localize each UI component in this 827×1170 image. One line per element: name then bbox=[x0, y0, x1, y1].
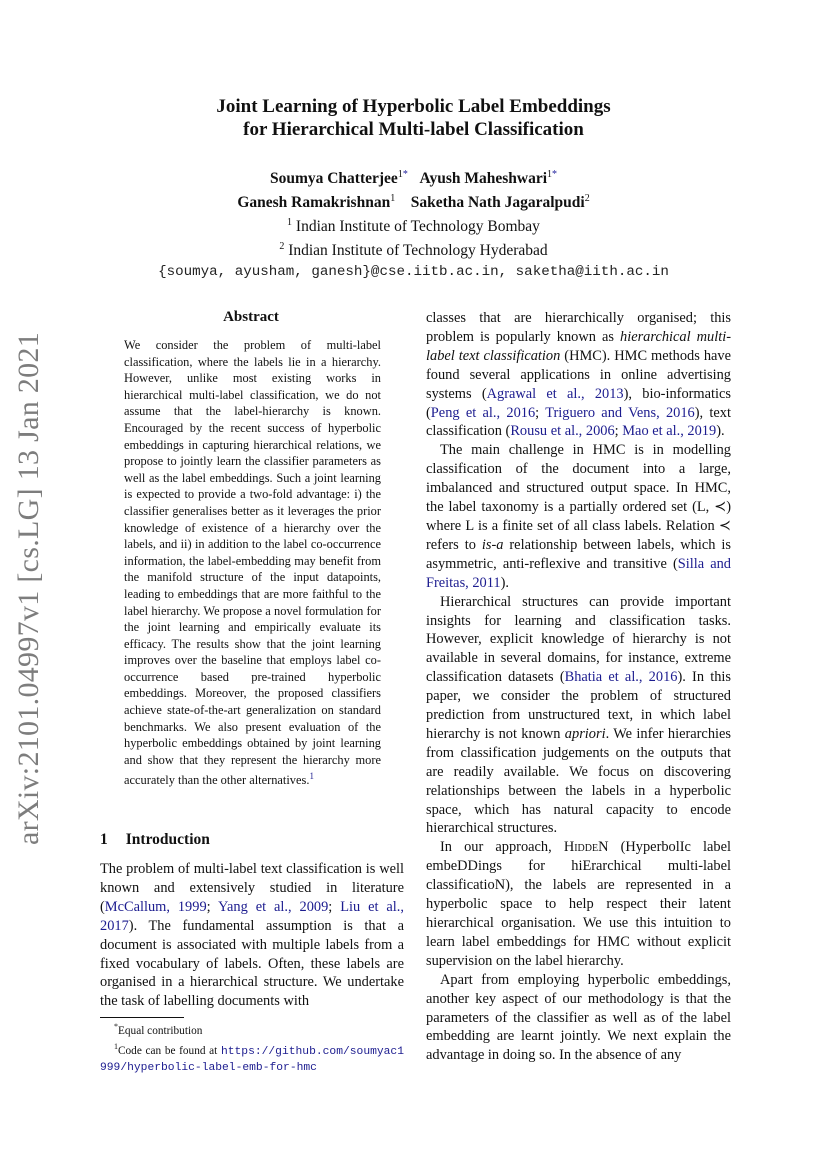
abstract-text: We consider the problem of multi-label classification, where the labels lie in a hierarchy. However, unlike most existing works in hierarchical multi-label classification, we do not assume that the label-hierarchy is known. Encouraged by the recent success of hyperbolic embeddings in capturing hierarchical relations, we propose to jointly learn the classifier parameters as well as the label embeddings. Such a joint learning is expected to provide a two-fold advantage: i) the classifier generalises better as it leverages the prior knowledge of existence of a hierarchy over the labels, and ii) in addition to the label co-occurrence information, the label-embedding may benefit from the manifold structure of the input datapoints, leading to embeddings that are more faithful to the label hierarchy. We propose a novel formulation for the joint learning and empirically evaluate its efficacy. The results show that the joint learning improves over the baseline that employs label co-occurrence based pre-trained hyperbolic embeddings. Moreover, the proposed classifiers achieve state-of-the-art generalization on standard benchmarks. We also present evaluation of the hyperbolic embeddings obtained by joint learning and show that they represent the hierarchy more accurately than the other alternatives. bbox=[124, 338, 381, 788]
citation-link[interactable]: McCallum, 1999 bbox=[104, 898, 207, 915]
title-line-2: for Hierarchical Multi-label Classification bbox=[243, 119, 584, 140]
author-block bbox=[0, 165, 827, 282]
citation-link[interactable]: Triguero and Vens, 2016 bbox=[545, 404, 695, 421]
paragraph-hmc-intro bbox=[426, 309, 731, 441]
equal-contribution-marker[interactable]: * bbox=[402, 169, 408, 180]
footnotes bbox=[100, 1019, 404, 1076]
emphasis: is-a bbox=[481, 536, 504, 553]
affiliation-marker: 2 bbox=[584, 193, 590, 205]
text: relationship between labels, which is asymmetric, anti-reflexive and transitive ( bbox=[426, 536, 731, 572]
abstract-body bbox=[124, 337, 381, 789]
footnote-marker: 1 bbox=[114, 1041, 118, 1051]
affiliation-text: Indian Institute of Technology Hyderabad bbox=[284, 242, 548, 260]
text: ; bbox=[535, 404, 546, 421]
text: ; bbox=[614, 423, 623, 440]
text: ; bbox=[206, 898, 219, 915]
introduction-column bbox=[100, 860, 404, 1011]
citation-link[interactable]: Mao et al., 2019 bbox=[622, 423, 717, 440]
section-number: 1 bbox=[100, 831, 108, 848]
citation-link[interactable]: Rousu et al., 2006 bbox=[510, 423, 615, 440]
text: ), text classification ( bbox=[426, 404, 731, 440]
citation-link[interactable]: Peng et al., 2016 bbox=[430, 404, 536, 421]
emphasis: hierarchical multi-label text classification bbox=[426, 328, 732, 364]
footnote-text: Equal contribution bbox=[118, 1024, 203, 1037]
footnote-equal-contribution bbox=[100, 1019, 404, 1039]
text: The problem of multi-label text classification is well known and extensively studied in literature ( bbox=[100, 861, 404, 915]
affiliation-marker: 1 bbox=[547, 169, 553, 180]
affiliation-2 bbox=[0, 237, 827, 261]
affiliation-1 bbox=[0, 213, 827, 237]
citation-link[interactable]: Bhatia et al., 2016 bbox=[564, 669, 678, 686]
text: ). bbox=[500, 574, 509, 591]
citation-link[interactable]: Liu et al., 2017 bbox=[100, 898, 404, 934]
section-heading-introduction bbox=[100, 831, 210, 849]
code-repository-link[interactable]: https://github.com/soumyac1999/hyperbolic-label-emb-for-hmc bbox=[100, 1045, 404, 1074]
text: ). bbox=[716, 423, 725, 440]
title-line-1: Joint Learning of Hyperbolic Label Embeddings bbox=[216, 96, 611, 117]
text: In our approach, bbox=[440, 839, 564, 856]
text: ). The fundamental assumption is that a document is associated with multiple labels from a fixed vocabulary of labels. Often, these labels are organised in a hierarchical structure. We undertake the task of labelling documents with bbox=[100, 917, 404, 1010]
abstract-heading: Abstract bbox=[223, 309, 279, 325]
intro-paragraph-1 bbox=[100, 860, 404, 1011]
author-name: Saketha Nath Jagaralpudi bbox=[410, 194, 585, 212]
text: classes that are hierarchically organised; this problem is popularly known as bbox=[426, 310, 731, 345]
text: Hierarchical structures can provide important insights for learning and classification tasks. However, explicit knowledge of hierarchy is not available in several domains, for instance, extreme classification datasets ( bbox=[426, 593, 731, 686]
emphasis: apriori bbox=[564, 725, 606, 742]
paragraph-our-approach bbox=[426, 838, 731, 970]
paragraph-main-challenge bbox=[426, 441, 731, 592]
footnote-marker: * bbox=[114, 1022, 118, 1031]
paragraph-hierarchical-structures bbox=[426, 593, 731, 839]
author-name: Ganesh Ramakrishnan bbox=[237, 194, 391, 212]
text: The main challenge in HMC is in modelling classification of the document into a large, imbalanced and structured output space. In HMC, the label taxonomy is a partially ordered set (L, ≺) where L is a finite set of all class labels. Relation ≺ refers to bbox=[426, 442, 731, 553]
section-title: Introduction bbox=[125, 831, 210, 848]
paragraph-joint-learning: Apart from employing hyperbolic embeddings, another key aspect of our methodology is that the parameters of the classifier as well as of the label embedding are learnt jointly. We next explain the advantage in doing so. In the absence of any bbox=[426, 971, 731, 1064]
citation-link[interactable]: Silla and Freitas, 2011 bbox=[426, 555, 731, 591]
footnote-code bbox=[100, 1039, 404, 1076]
affiliation-number: 2 bbox=[279, 241, 285, 253]
text: ). In this paper, we consider the problem of structured prediction from unstructured text, in which label hierarchy is not known bbox=[426, 669, 731, 742]
text: ; bbox=[328, 898, 341, 915]
author-row-2 bbox=[0, 189, 827, 213]
citation-link[interactable]: Yang et al., 2009 bbox=[218, 898, 329, 915]
author-name: Soumya Chatterjee bbox=[269, 170, 398, 188]
method-name: HiddeN bbox=[563, 839, 609, 856]
text: (HyperbolIc label embeDDings for hiErarchical multi-label classificatioN), the labels are represented in a hyperbolic space to help respect their latent hierarchical organisation. We use this intuition to learn label embeddings for HMC without explicit supervision on the label hierarchy. bbox=[426, 839, 731, 969]
text: ), bio-informatics ( bbox=[426, 385, 731, 421]
citation-link[interactable]: Agrawal et al., 2013 bbox=[486, 385, 624, 402]
author-emails: {soumya, ayusham, ganesh}@cse.iitb.ac.in, saketha@iith.ac.in bbox=[158, 263, 669, 280]
arxiv-identifier-stamp: arXiv:2101.04997v1 [cs.LG] 13 Jan 2021 bbox=[12, 332, 45, 845]
equal-contribution-marker[interactable]: * bbox=[552, 169, 558, 180]
right-column bbox=[426, 309, 731, 1065]
text: . We infer hierarchies from classification judgements on the outputs that are readily available. We focus on discovering relationships between the labels in a hyperbolic space, which has natural capacity to encode hierarchical structures. bbox=[426, 725, 732, 837]
affiliation-text: Indian Institute of Technology Bombay bbox=[292, 218, 540, 236]
text: (HMC). HMC methods have found several applications in online advertising systems ( bbox=[426, 347, 731, 402]
affiliation-marker: 1 bbox=[397, 169, 403, 180]
affiliation-number: 1 bbox=[287, 217, 293, 229]
footnote-ref-1[interactable]: 1 bbox=[309, 771, 314, 782]
footnote-divider bbox=[100, 1017, 184, 1018]
paper-title bbox=[0, 95, 827, 141]
author-row-1 bbox=[0, 165, 827, 189]
affiliation-marker: 1 bbox=[390, 193, 396, 205]
footnote-text: Code can be found at bbox=[118, 1044, 221, 1057]
author-name: Ayush Maheshwari bbox=[419, 170, 548, 188]
